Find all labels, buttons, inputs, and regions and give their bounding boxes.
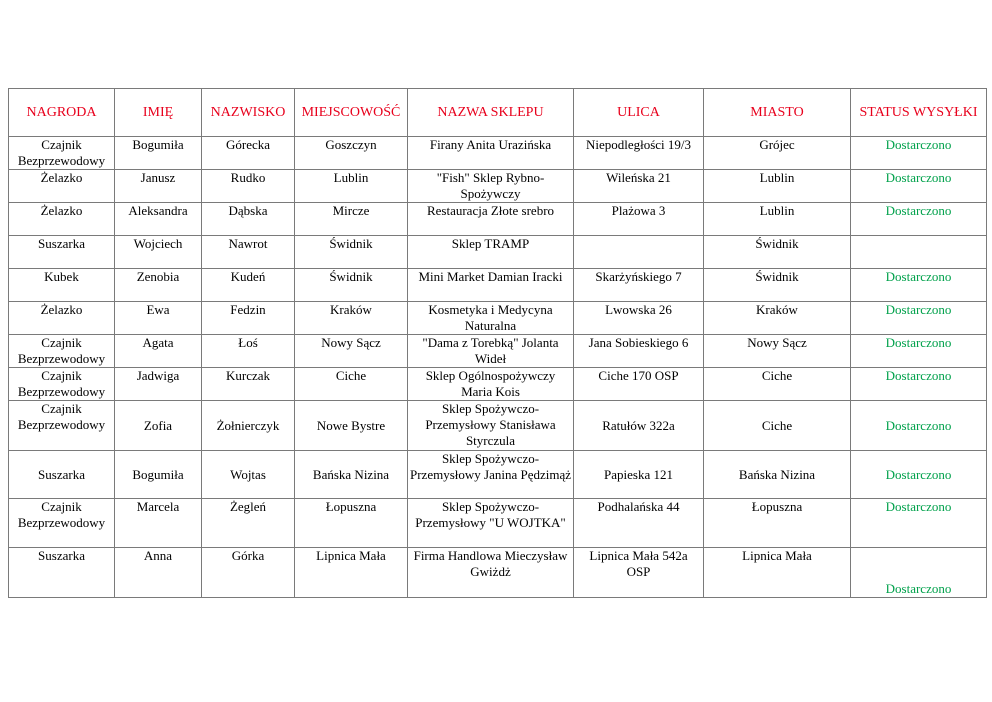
first-name-cell: Aleksandra [115, 203, 202, 236]
city-cell: Lublin [704, 203, 851, 236]
header-status-wysylki: STATUS WYSYŁKI [851, 89, 987, 137]
city-cell: Łopuszna [704, 499, 851, 548]
shipping-status-cell: Dostarczono [851, 170, 987, 203]
prize-shipment-table [8, 88, 987, 598]
locality-cell: Nowe Bystre [295, 401, 408, 451]
street-cell: Niepodległości 19/3 [574, 137, 704, 170]
first-name-cell: Bogumiła [115, 137, 202, 170]
table-row [9, 137, 987, 170]
shipping-status-cell: Dostarczono [851, 401, 987, 451]
first-name-cell: Agata [115, 335, 202, 368]
header-miejscowosc: MIEJSCOWOŚĆ [295, 89, 408, 137]
first-name-cell: Ewa [115, 302, 202, 335]
street-cell: Skarżyńskiego 7 [574, 269, 704, 302]
header-nazwa-sklepu: NAZWA SKLEPU [408, 89, 574, 137]
prize-cell: Suszarka [9, 548, 115, 598]
prize-cell: Czajnik Bezprzewodowy [9, 401, 115, 451]
locality-cell: Łopuszna [295, 499, 408, 548]
table-row [9, 335, 987, 368]
city-cell: Świdnik [704, 269, 851, 302]
last-name-cell: Górecka [202, 137, 295, 170]
street-cell: Jana Sobieskiego 6 [574, 335, 704, 368]
city-cell: Bańska Nizina [704, 451, 851, 499]
last-name-cell: Kudeń [202, 269, 295, 302]
locality-cell: Ciche [295, 368, 408, 401]
first-name-cell: Marcela [115, 499, 202, 548]
last-name-cell: Kurczak [202, 368, 295, 401]
street-cell: Plażowa 3 [574, 203, 704, 236]
table-row [9, 499, 987, 548]
prize-cell: Kubek [9, 269, 115, 302]
last-name-cell: Fedzin [202, 302, 295, 335]
last-name-cell: Żołnierczyk [202, 401, 295, 451]
shop-name-cell: Sklep Spożywczo-Przemysłowy "U WOJTKA" [408, 499, 574, 548]
locality-cell: Lublin [295, 170, 408, 203]
prize-cell: Żelazko [9, 203, 115, 236]
last-name-cell: Górka [202, 548, 295, 598]
first-name-cell: Anna [115, 548, 202, 598]
city-cell: Nowy Sącz [704, 335, 851, 368]
shop-name-cell: Firma Handlowa Mieczysław Gwiżdż [408, 548, 574, 598]
prize-cell: Czajnik Bezprzewodowy [9, 499, 115, 548]
shipping-status-cell: Dostarczono [851, 335, 987, 368]
table-row [9, 236, 987, 269]
shop-name-cell: "Fish" Sklep Rybno-Spożywczy [408, 170, 574, 203]
shipping-status-cell: Dostarczono [851, 548, 987, 598]
table-row [9, 368, 987, 401]
locality-cell: Świdnik [295, 269, 408, 302]
table-row [9, 548, 987, 598]
table-body [9, 137, 987, 598]
last-name-cell: Rudko [202, 170, 295, 203]
header-ulica: ULICA [574, 89, 704, 137]
first-name-cell: Wojciech [115, 236, 202, 269]
street-cell: Lipnica Mała 542a OSP [574, 548, 704, 598]
shipping-status-cell: Dostarczono [851, 137, 987, 170]
locality-cell: Świdnik [295, 236, 408, 269]
street-cell: Lwowska 26 [574, 302, 704, 335]
prize-cell: Żelazko [9, 170, 115, 203]
first-name-cell: Jadwiga [115, 368, 202, 401]
shop-name-cell: Mini Market Damian Iracki [408, 269, 574, 302]
table-row [9, 203, 987, 236]
last-name-cell: Wojtas [202, 451, 295, 499]
table-row [9, 451, 987, 499]
locality-cell: Goszczyn [295, 137, 408, 170]
prize-cell: Suszarka [9, 451, 115, 499]
shipping-status-cell [851, 236, 987, 269]
locality-cell: Bańska Nizina [295, 451, 408, 499]
street-cell: Ratułów 322a [574, 401, 704, 451]
shipping-status-cell: Dostarczono [851, 368, 987, 401]
last-name-cell: Żegleń [202, 499, 295, 548]
table-row [9, 302, 987, 335]
prize-cell: Czajnik Bezprzewodowy [9, 137, 115, 170]
street-cell: Podhalańska 44 [574, 499, 704, 548]
street-cell: Papieska 121 [574, 451, 704, 499]
city-cell: Świdnik [704, 236, 851, 269]
header-nazwisko: NAZWISKO [202, 89, 295, 137]
shop-name-cell: Sklep Ogólnospożywczy Maria Kois [408, 368, 574, 401]
shipping-status-cell: Dostarczono [851, 203, 987, 236]
city-cell: Lublin [704, 170, 851, 203]
city-cell: Kraków [704, 302, 851, 335]
city-cell: Grójec [704, 137, 851, 170]
shop-name-cell: Sklep TRAMP [408, 236, 574, 269]
shipping-status-cell: Dostarczono [851, 499, 987, 548]
shop-name-cell: Firany Anita Urazińska [408, 137, 574, 170]
first-name-cell: Bogumiła [115, 451, 202, 499]
street-cell [574, 236, 704, 269]
prize-cell: Czajnik Bezprzewodowy [9, 335, 115, 368]
prize-cell: Czajnik Bezprzewodowy [9, 368, 115, 401]
locality-cell: Kraków [295, 302, 408, 335]
city-cell: Ciche [704, 401, 851, 451]
city-cell: Lipnica Mała [704, 548, 851, 598]
shipping-status-cell: Dostarczono [851, 451, 987, 499]
shop-name-cell: Sklep Spożywczo-Przemysłowy Stanisława Styrczula [408, 401, 574, 451]
first-name-cell: Zofia [115, 401, 202, 451]
city-cell: Ciche [704, 368, 851, 401]
shop-name-cell: Sklep Spożywczo-Przemysłowy Janina Pędzimąż [408, 451, 574, 499]
locality-cell: Lipnica Mała [295, 548, 408, 598]
street-cell: Ciche 170 OSP [574, 368, 704, 401]
shop-name-cell: Kosmetyka i Medycyna Naturalna [408, 302, 574, 335]
table-row [9, 269, 987, 302]
first-name-cell: Janusz [115, 170, 202, 203]
header-nagroda: NAGRODA [9, 89, 115, 137]
street-cell: Wileńska 21 [574, 170, 704, 203]
shipping-status-cell: Dostarczono [851, 269, 987, 302]
last-name-cell: Dąbska [202, 203, 295, 236]
prize-cell: Suszarka [9, 236, 115, 269]
header-imie: IMIĘ [115, 89, 202, 137]
shop-name-cell: "Dama z Torebką" Jolanta Wideł [408, 335, 574, 368]
table-row [9, 170, 987, 203]
last-name-cell: Łoś [202, 335, 295, 368]
locality-cell: Nowy Sącz [295, 335, 408, 368]
first-name-cell: Zenobia [115, 269, 202, 302]
shipping-status-cell: Dostarczono [851, 302, 987, 335]
table-row [9, 401, 987, 451]
shop-name-cell: Restauracja Złote srebro [408, 203, 574, 236]
locality-cell: Mircze [295, 203, 408, 236]
table-header-row [9, 89, 987, 137]
header-miasto: MIASTO [704, 89, 851, 137]
last-name-cell: Nawrot [202, 236, 295, 269]
prize-cell: Żelazko [9, 302, 115, 335]
